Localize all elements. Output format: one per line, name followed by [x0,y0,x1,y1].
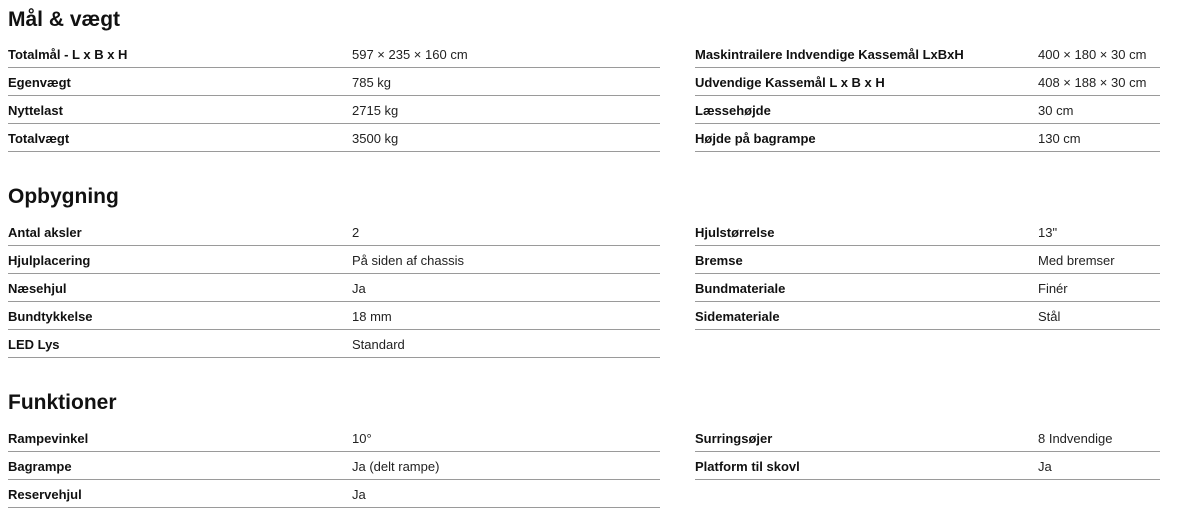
spec-row [8,480,660,508]
spec-label: Højde på bagrampe [695,131,816,146]
spec-label: Bundtykkelse [8,309,93,324]
spec-label: Hjulstørrelse [695,225,775,240]
spec-row [695,274,1160,302]
spec-label: Næsehjul [8,281,67,296]
section-funktioner [8,391,1160,502]
spec-row [8,424,660,452]
section-title: Opbygning [8,185,119,208]
section-opbygning [8,185,1160,352]
spec-column-right [695,40,1160,152]
spec-value: 10° [352,431,372,446]
spec-label: Sidemateriale [695,309,780,324]
spec-label: Udvendige Kassemål L x B x H [695,75,885,90]
spec-row [695,424,1160,452]
spec-value: 785 kg [352,75,392,90]
spec-label: Surringsøjer [695,431,773,446]
spec-row [695,124,1160,152]
spec-row [8,274,660,302]
spec-row [8,40,660,68]
spec-label: Reservehjul [8,487,82,502]
spec-label: Platform til skovl [695,459,800,474]
spec-row [695,302,1160,330]
spec-row [8,246,660,274]
spec-row [8,124,660,152]
spec-value: 13" [1038,225,1058,240]
spec-value: Ja [352,281,366,296]
spec-value: 2715 kg [352,103,399,118]
spec-value: 597 × 235 × 160 cm [352,47,468,62]
spec-value: 30 cm [1038,103,1074,118]
spec-value: Med bremser [1038,253,1115,268]
spec-value: 8 Indvendige [1038,431,1113,446]
spec-label: Hjulplacering [8,253,91,268]
spec-label: LED Lys [8,337,60,352]
section-title: Funktioner [8,391,117,414]
spec-column-left [8,218,660,358]
spec-label: Bagrampe [8,459,72,474]
spec-row [695,68,1160,96]
spec-label: Totalmål - L x B x H [8,47,128,62]
spec-value: 18 mm [352,309,392,324]
spec-value: Standard [352,337,405,352]
spec-value: 130 cm [1038,131,1081,146]
spec-label: Antal aksler [8,225,82,240]
spec-value: På siden af chassis [352,253,465,268]
spec-row [695,96,1160,124]
spec-label: Egenvægt [8,75,71,90]
spec-value: Finér [1038,281,1068,296]
spec-row [8,452,660,480]
spec-column-left [8,424,660,508]
spec-label: Læssehøjde [695,103,771,118]
spec-value: 400 × 180 × 30 cm [1038,47,1147,62]
spec-row [8,68,660,96]
spec-value: Ja [352,487,366,502]
spec-label: Bundmateriale [695,281,786,296]
spec-label: Bremse [695,253,743,268]
spec-value: Ja (delt rampe) [352,459,440,474]
spec-value: Stål [1038,309,1061,324]
spec-value: 408 × 188 × 30 cm [1038,75,1147,90]
spec-row [8,330,660,358]
spec-label: Totalvægt [8,131,70,146]
spec-row [8,302,660,330]
section-maal-vaegt [8,8,1160,146]
spec-label: Rampevinkel [8,431,89,446]
spec-row [695,218,1160,246]
spec-row [8,218,660,246]
spec-row [695,246,1160,274]
spec-column-right [695,424,1160,480]
section-title: Mål & vægt [8,8,121,31]
spec-row [695,452,1160,480]
spec-row [695,40,1160,68]
spec-row [8,96,660,124]
spec-value: Ja [1038,459,1052,474]
spec-label: Nyttelast [8,103,63,118]
spec-value: 2 [352,225,360,240]
spec-value: 3500 kg [352,131,399,146]
spec-column-left [8,40,660,152]
spec-column-right [695,218,1160,330]
spec-label: Maskintrailere Indvendige Kassemål LxBxH [695,47,964,62]
